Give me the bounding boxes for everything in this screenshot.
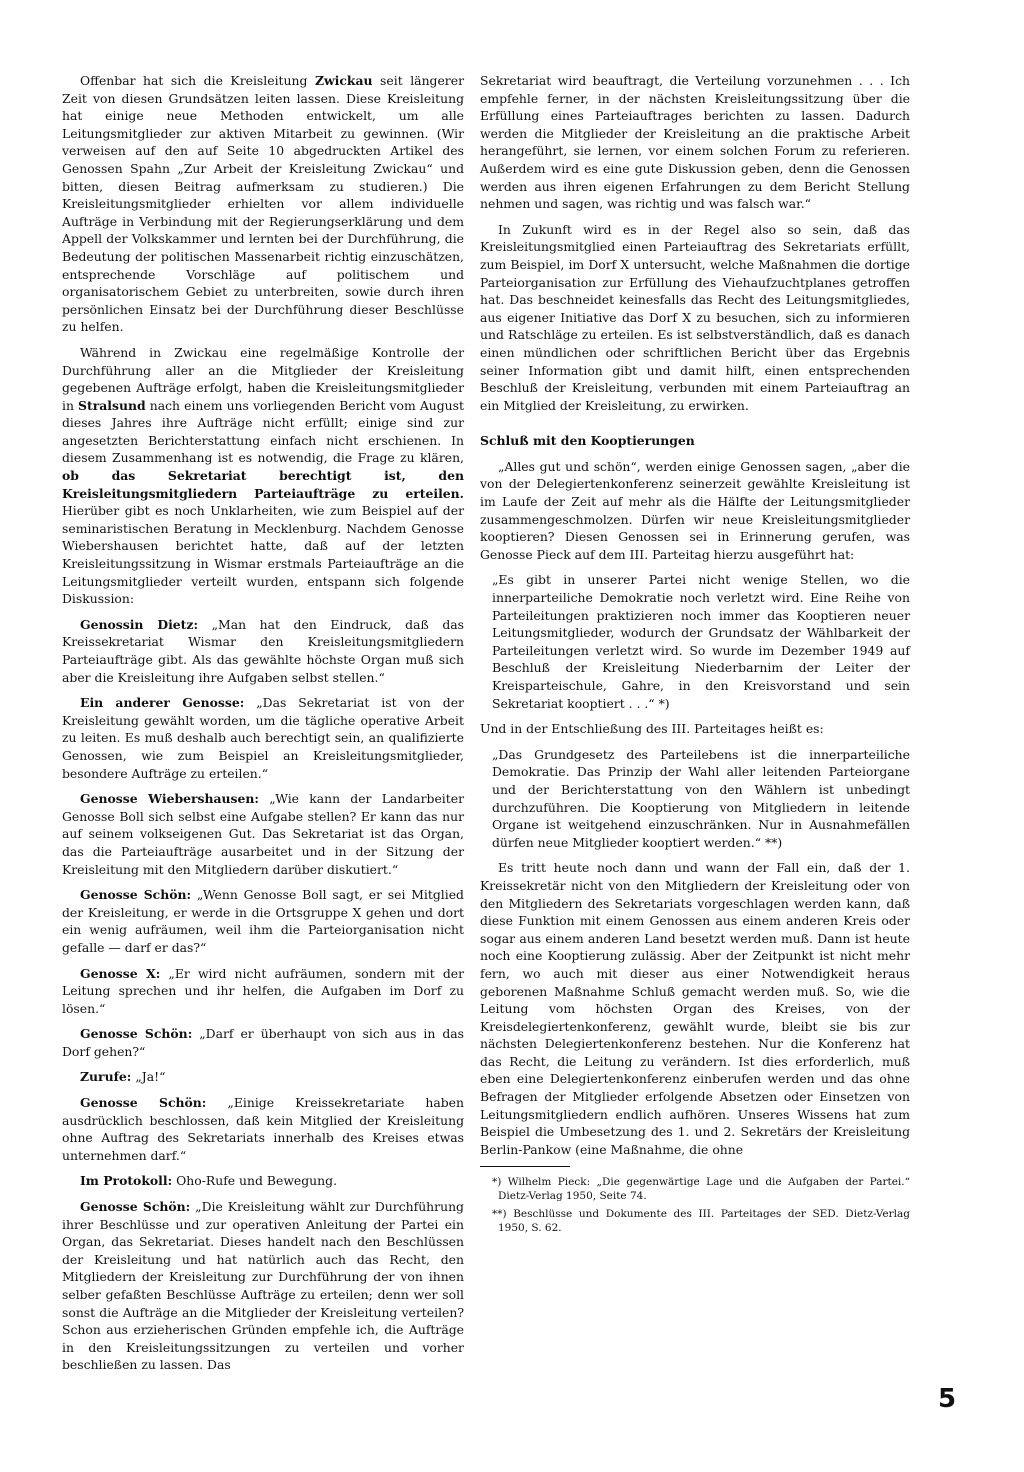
text-run: „Einige Kreissekretariate haben ausdrücklich beschlossen, daß kein Mitglied der Kreisleitung ohne Auftrag des Sekretariats innerhalb des Kreises etwas unternehmen darf.“: [62, 1095, 464, 1163]
text-run: seit längerer Zeit von diesen Grundsätzen leiten lassen. Diese Kreisleitung hat einige neue Methoden entwickelt, um alle Leitungsmitglieder zur aktiven Mitarbeit zu gewinnen. (Wir verweisen auf den auf Seite 10 abgedruckten Artikel des Genossen Spahn „Zur Arbeit der Kreisleitung Zwickau“ und bitten, diesen Beitrag aufmerksam zu studieren.) Die Kreisleitungsmitglieder erhielten vor allem individuelle Aufträge in Verbindung mit der Regierungserklärung und dem Appell der Volkskammer und lernten bei der Durchführung, die Bedeutung der politischen Massenarbeit richtig einzuschätzen, entsprechende Vorschläge auf politischem und organisatorischem Gebiet zu unterbreiten, sowie durch ihren persönlichen Einsatz bei der Durchführung dieser Beschlüsse zu helfen.: [62, 73, 464, 335]
text-run: „Man hat den Eindruck, daß das Kreissekretariat Wismar den Kreisleitungsmitgliedern Parteiaufträge gibt. Als das gewählte höchste Organ muß sich aber die Kreisleitung ihre Aufgaben selbst stellen.“: [62, 616, 464, 685]
text-run: nach einem uns vorliegenden Bericht vom August dieses Jahres ihre Aufträge nicht erfüllt; einige sind zur angesetzten Berichterstattung einfach nicht erschienen. In diesem Zusammenhang ist es notwendig, die Frage zu klären,: [62, 397, 464, 466]
paragraph: [62, 1198, 464, 1374]
bold-text: ob das Sekretariat berechtigt ist, den Kreisleitungsmitgliedern Parteiaufträge zu erteilen.: [62, 468, 464, 501]
text-run: Es tritt heute noch dann und wann der Fall ein, daß der 1. Kreissekretär nicht von den Mitgliedern der Kreisleitung oder von den Mitgliedern des Sekretariats vorgeschlagen werden kann, daß diese Funktion mit einem Genossen aus einem anderen Kreis oder sogar aus einem anderen Land besetzt werden muß. Dann ist heute noch eine Kooptierung zulässig. Aber der Zeitpunkt ist nicht mehr fern, wo auch mit dieser aus einer Notwendigkeit heraus geborenen Maßnahme Schluß gemacht werden muß. So, wie die Leitung vom höchsten Organ des Kreises, von der Kreisdelegiertenkonferenz, gewählt wurde, bleibt sie bis zur nächsten Delegiertenkonferenz bestehen. Nur die Konferenz hat das Recht, die Leitung zu verändern. Ist dies erforderlich, muß eben eine Delegiertenkonferenz einberufen werden und das ohne Befragen der Mitglieder erfolgende Absetzen oder Einsetzen von Leitungsmitgliedern endlich aufhören. Unseres Wissens hat zum Beispiel die Umbesetzung des 1. und 2. Sekretärs der Kreisleitung Berlin-Pankow (eine Maßnahme, die ohne: [480, 860, 910, 1157]
footnote: **) Beschlüsse und Dokumente des III. Parteitages der SED. Dietz-Verlag 1950, S. 62.: [492, 1208, 910, 1235]
text-run: Offenbar hat sich die Kreisleitung: [80, 73, 315, 88]
paragraph: [480, 72, 910, 213]
text-run: Sekretariat wird beauftragt, die Verteilung vorzunehmen . . . Ich empfehle ferner, in der nächsten Kreisleitungssitzung über die Erfüllung eines Parteiauftrages berichten zu lassen. Dadurch werden die Mitglieder der Kreisleitung an die praktische Arbeit herangeführt, sie lernen, vor einem solchen Forum zu referieren. Außerdem wird es eine gute Diskussion geben, denn die Genossen werden aus ihren eigenen Erfahrungen zu dem Bericht Stellung nehmen und sagen, was richtig und was falsch war.“: [480, 73, 910, 212]
bold-text: Genosse Schön:: [80, 1199, 191, 1215]
bold-text: Ein anderer Genosse:: [80, 695, 245, 711]
right-column: [480, 72, 910, 1239]
bold-text: Genosse Wiebershausen:: [80, 791, 259, 807]
paragraph: [62, 1094, 464, 1164]
paragraph: [62, 1025, 464, 1060]
quotation: [492, 571, 910, 712]
quotation: [492, 746, 910, 852]
text-run: „Er wird nicht aufräumen, sondern mit der Leitung sprechen und ihr helfen, die Aufgaben im Dorf zu lösen.“: [62, 965, 465, 1016]
text-run: „Ja!“: [131, 1069, 166, 1085]
text-run: Und in der Entschließung des III. Parteitages heißt es:: [480, 721, 824, 737]
text-run: „Alles gut und schön“, werden einige Genossen sagen, „aber die von der Delegiertenkonferenz seinerzeit gewählte Kreisleitung ist im Laufe der Zeit auf mehr als die Hälfte der Leitungsmitglieder zusammengeschmolzen. Dürfen wir neue Kreisleitungsmitglieder kooptieren? Diesen Genossen sei in Erinnerung gerufen, was Genosse Pieck auf dem III. Parteitag hierzu ausgeführt hat:: [480, 458, 910, 562]
bold-text: Zwickau: [314, 73, 373, 88]
text-run: „Es gibt in unserer Partei nicht wenige Stellen, wo die innerparteiliche Demokratie noch verletzt wird. Eine Reihe von Parteileitungen praktizieren noch immer das Kooptieren neuer Leitungsmitglieder, wodurch der Grundsatz der Wählbarkeit der Parteileitungen verletzt wird. So wurde im Dezember 1949 auf Beschluß der Kreisleitung Niederbarnim der Leiter der Kreisparteischule, Gahre, in den Kreisvorstand und sein Sekretariat kooptiert . . .“ *): [492, 572, 910, 711]
paragraph: [62, 72, 464, 336]
bold-text: Genossin Dietz:: [80, 616, 199, 632]
bold-text: Genosse Schön:: [80, 1026, 193, 1042]
paragraph: [62, 344, 464, 608]
bold-text: Stralsund: [78, 397, 146, 413]
text-run: Während in Zwickau eine regelmäßige Kontrolle der Durchführung aller an die Mitglieder der Kreisleitung gegebenen Aufträge erfolgt, haben die Kreisleitungsmitglieder in: [62, 344, 464, 413]
footnote: *) Wilhelm Pieck: „Die gegenwärtige Lage und die Aufgaben der Partei.“ Dietz-Verlag 1950, Seite 74.: [492, 1176, 910, 1203]
right-column-bottom: [480, 458, 910, 1159]
bold-text: Im Protokoll:: [80, 1173, 173, 1189]
text-run: „Wenn Genosse Boll sagt, er sei Mitglied der Kreisleitung, er werde in die Ortsgruppe X gehen und dort ein wenig aufräumen, weil ihm die Parteiorganisation nicht gefalle — darf er das?“: [62, 887, 464, 955]
footnote-rule: [480, 1166, 570, 1167]
paragraph: [62, 790, 464, 878]
bold-text: Genosse Schön:: [80, 887, 192, 903]
paragraph: [62, 965, 464, 1018]
footnotes: [480, 1175, 910, 1235]
paragraph: [62, 616, 464, 686]
left-column: [62, 72, 464, 1382]
right-column-top: [480, 72, 910, 414]
paragraph: [62, 1172, 464, 1190]
text-run: „Darf er überhaupt von sich aus in das Dorf gehen?“: [62, 1026, 464, 1059]
bold-text: Genosse Schön:: [80, 1095, 207, 1111]
paragraph: [62, 886, 464, 956]
paragraph: [480, 859, 910, 1158]
text-run: In Zukunft wird es in der Regel also so sein, daß das Kreisleitungsmitglied einen Parteiauftrag des Sekretariats erfüllt, zum Beispiel, im Dorf X untersucht, welche Maßnahmen die dortige Parteiorganisation zur Erfüllung des Viehaufzuchtplanes getroffen hat. Das beschneidet keinesfalls das Recht des Leitungsmitgliedes, aus eigener Initiative das Dorf X zu besuchen, sich zu informieren und Ratschläge zu erteilen. Es ist selbstverständlich, daß es danach einen mündlichen oder schriftlichen Bericht über das Ergebnis seiner Information gibt und damit hilft, einen entsprechenden Beschluß der Kreisleitung, verbunden mit einem Parteiauftrag an ein Mitglied der Kreisleitung, zu erwirken.: [480, 221, 910, 413]
page-number: 5: [938, 1384, 957, 1414]
text-run: „Das Sekretariat ist von der Kreisleitung gewählt worden, um die tägliche operative Arbeit zu leiten. Es muß deshalb auch berechtigt sein, an qualifizierte Genossen, wie zum Beispiel an Kreisleitungsmitglieder, besondere Aufträge zu erteilen.“: [62, 695, 464, 781]
bold-text: Zurufe:: [80, 1069, 132, 1085]
bold-text: Genosse X:: [80, 965, 161, 981]
text-run: Oho-Rufe und Bewegung.: [172, 1173, 338, 1189]
paragraph: [480, 221, 910, 415]
paragraph: [480, 720, 910, 738]
paragraph: [62, 1068, 464, 1086]
section-heading: Schluß mit den Kooptierungen: [480, 433, 695, 449]
text-run: „Die Kreisleitung wählt zur Durchführung ihrer Beschlüsse und zur operativen Anleitung der Partei ein Organ, das Sekretariat. Dieses handelt nach den Beschlüssen der Kreisleitung und hat natürlich auch das Recht, den Mitgliedern der Kreisleitung zur Durchführung der von ihnen selber gefaßten Beschlüsse Aufträge zu erteilen; denn wer soll sonst die Aufträge an die Mitglieder der Kreisleitung verteilen? Schon aus erzieherischen Gründen empfehle ich, die Aufträge in den Kreisleitungssitzungen zu verteilen und vorher beschließen zu lassen. Das: [62, 1199, 464, 1373]
text-run: „Das Grundgesetz des Parteilebens ist die innerparteiliche Demokratie. Das Prinzip der Wahl aller leitenden Parteiorgane und der Berichterstattung von den Wählern ist unbedingt durchzuführen. Die Kooptierung von Mitgliedern in leitende Organe ist weitgehend einzuschränken. Nur in Ausnahmefällen dürfen neue Mitglieder kooptiert werden.“ **): [492, 746, 910, 850]
paragraph: [480, 458, 910, 564]
text-run: „Wie kann der Landarbeiter Genosse Boll sich selbst eine Aufgabe stellen? Er kann das nur auf seinem volkseigenen Gut. Das Sekretariat ist das Organ, das die Parteiaufträge ausarbeitet und in der Sitzung der Kreisleitung mit den Mitgliedern darüber diskutiert.“: [62, 791, 465, 877]
text-run: Hierüber gibt es noch Unklarheiten, wie zum Beispiel auf der seminaristischen Beratung in Mecklenburg. Nachdem Genosse Wiebershausen berichtet hatte, daß auf der letzten Kreisleitungssitzung in Wismar erstmals Parteiaufträge an die Leitungsmitglieder verteilt wurden, entspann sich folgende Diskussion:: [62, 503, 464, 607]
paragraph: [62, 694, 464, 782]
